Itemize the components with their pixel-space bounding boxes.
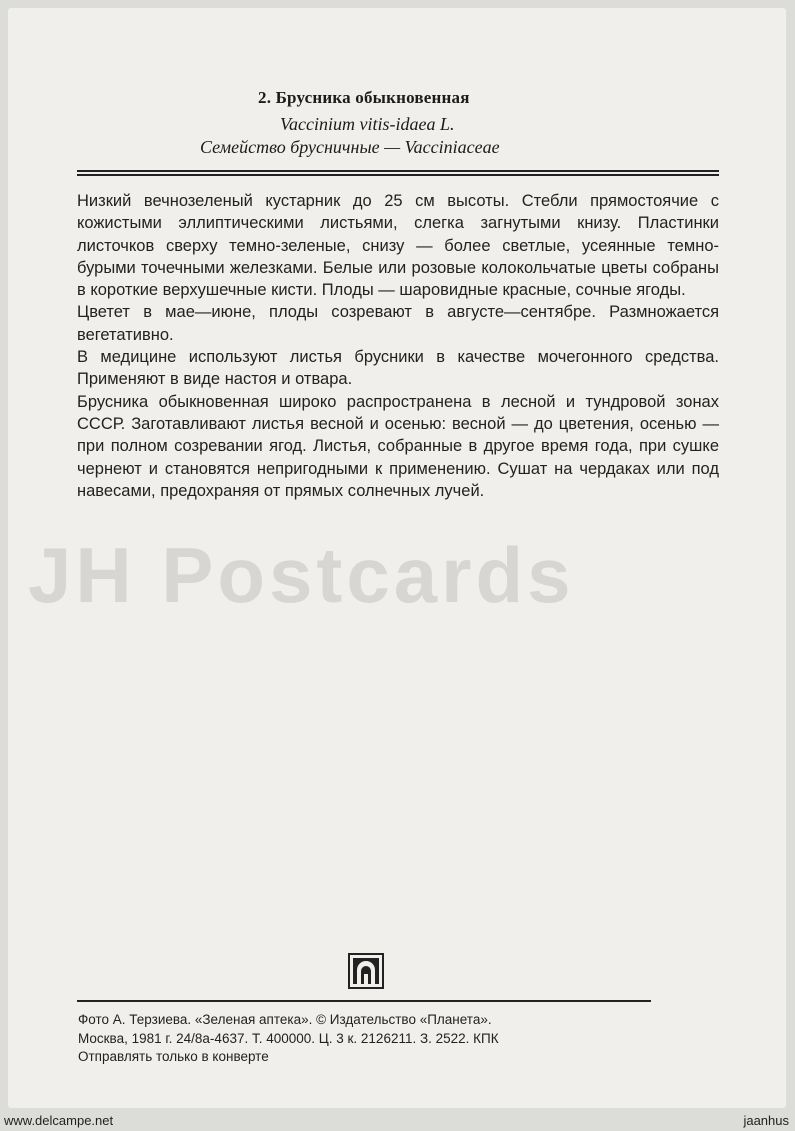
family-name: Семейство брусничные — Vacciniaceae [200, 137, 500, 157]
site-watermark-right: jaanhus [743, 1113, 789, 1128]
footer-mailing-note: Отправлять только в конверте [78, 1049, 269, 1064]
footer-credits: Фото А. Терзиева. «Зеленая аптека». © Издательство «Планета». [78, 1012, 492, 1027]
paragraph-medicine: В медицине используют листья брусники в качестве мочегонного средства. Применяют в виде настоя и отвара. [77, 348, 719, 389]
paragraph-description: Низкий вечнозеленый кустарник до 25 см высоты. Стебли прямостоячие с кожистыми эллиптическими листьями, слегка загнутыми книзу. Пластинки листочков сверху темно-зеленые, снизу — более светлые, усеянные темно-бурыми точечными железками. Белые или розовые колокольчатые цветы собраны в короткие верхушечные кисти. Плоды — шаровидные красные, сочные ягоды. [77, 192, 719, 300]
watermark: JH Postcards [28, 531, 575, 619]
paragraph-distribution: Брусника обыкновенная широко распространена в лесной и тундровой зонах СССР. Заготавливают листья весной и осенью: весной — до цветения, осенью — при полном созревании ягод. Листья, собранные в другое время года, при сушке чернеют и становятся непригодными к применению. Сушат на чердаках или под навесами, предохраняя от прямых солнечных лучей. [77, 392, 719, 500]
footer-divider [77, 1000, 651, 1002]
header-divider [77, 170, 719, 176]
description-text [77, 190, 719, 502]
paragraph-flowering: Цветет в мае—июне, плоды созревают в августе—сентябре. Размножается вегетативно. [77, 303, 719, 344]
latin-name: Vaccinium vitis-idaea L. [280, 114, 455, 134]
planeta-logo-icon [348, 953, 384, 989]
card-title: 2. Брусника обыкновенная [258, 88, 470, 107]
site-watermark-left: www.delcampe.net [4, 1113, 114, 1128]
footer-print-info: Москва, 1981 г. 24/8а-4637. Т. 400000. Ц. 3 к. 2126211. З. 2522. КПК [78, 1031, 499, 1046]
